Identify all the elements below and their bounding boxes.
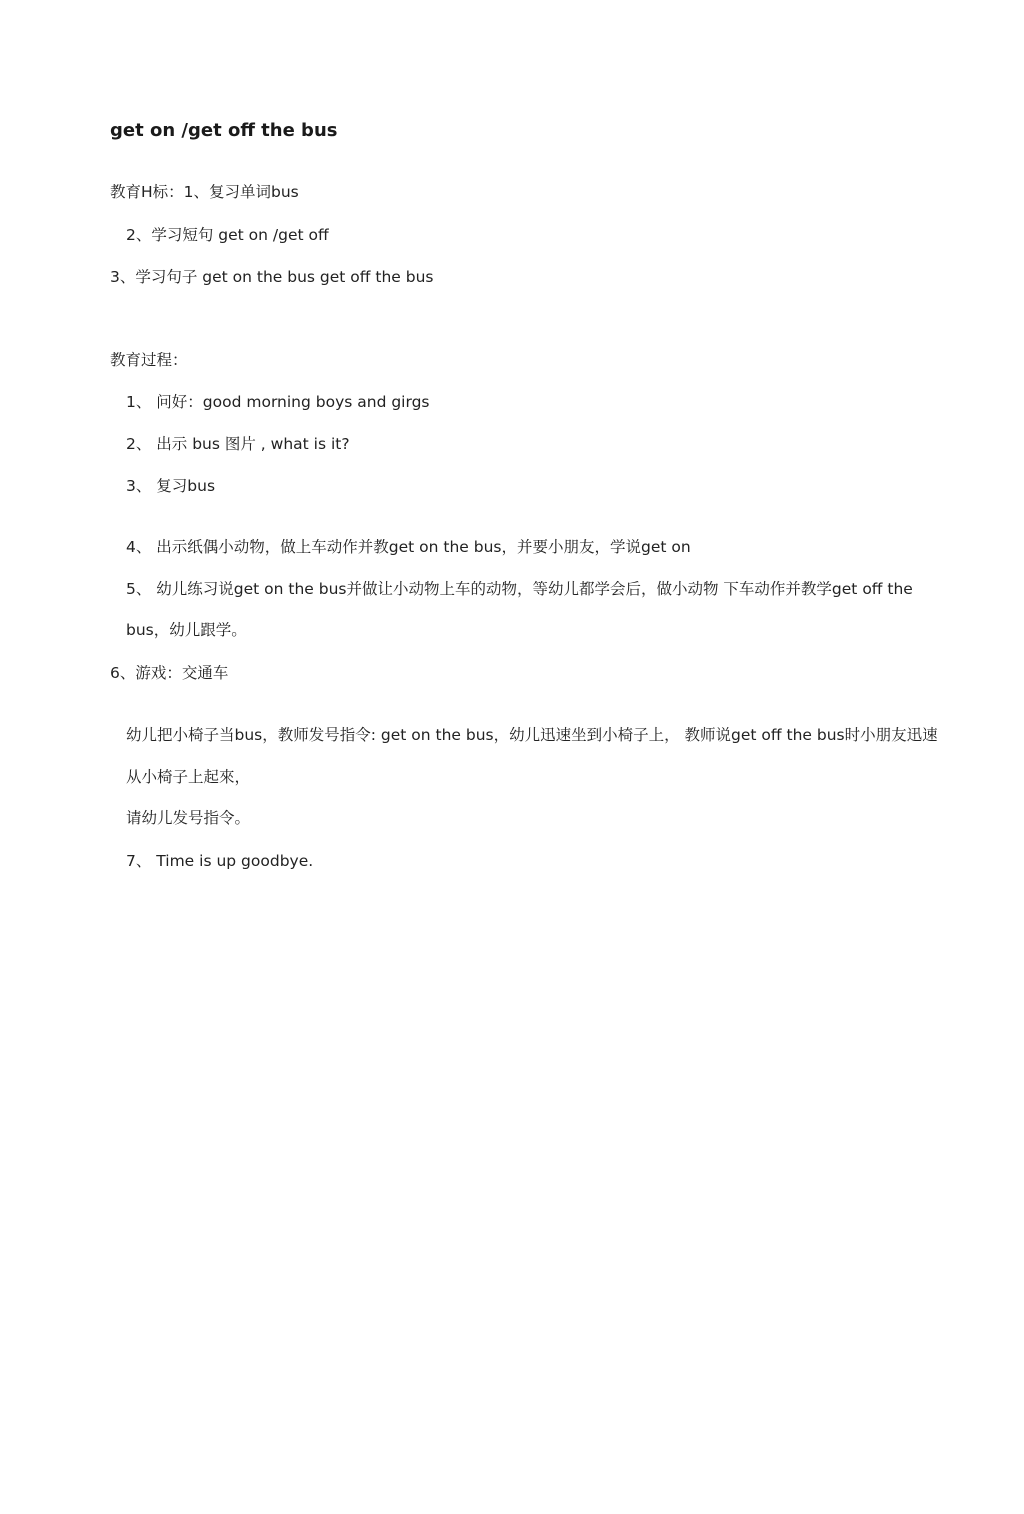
game-rules-line-2: 从小椅子上起來， — [126, 768, 251, 786]
step-5-line-1: 5、 幼儿练习说get on the bus并做让小动物上车的动物，等幼儿都学会后，做小动物 下车动作并教学get off the — [126, 580, 913, 598]
goals-line-2: 2、学习短句 get on /get off — [126, 226, 329, 244]
game-rules-line-3: 请幼儿发号指令。 — [126, 809, 251, 827]
step-6: 6、游戏：交通车 — [110, 664, 229, 682]
goals-line-3: 3、学习句子 get on the bus get off the bus — [110, 268, 434, 286]
step-3: 3、 复习bus — [126, 477, 216, 495]
process-heading: 教育过程： — [110, 351, 188, 369]
step-1: 1、 问好：good morning boys and girgs — [126, 393, 430, 411]
game-rules-line-1: 幼儿把小椅子当bus，教师发号指令: get on the bus，幼儿迅速坐到小椅子上， 教师说get off the bus时小朋友迅速 — [126, 726, 938, 744]
goals-line-1: 教育H标：1、复习单词bus — [110, 183, 299, 201]
step-7: 7、 Time is up goodbye. — [126, 852, 314, 870]
step-4: 4、 出示纸偶小动物，做上车动作并教get on the bus，并要小朋友，学说get on — [126, 538, 691, 556]
document-title: get on /get off the bus — [110, 120, 338, 141]
step-2: 2、 出示 bus 图片 , what is it? — [126, 435, 350, 453]
step-5-line-2: bus，幼儿跟学。 — [126, 621, 247, 639]
